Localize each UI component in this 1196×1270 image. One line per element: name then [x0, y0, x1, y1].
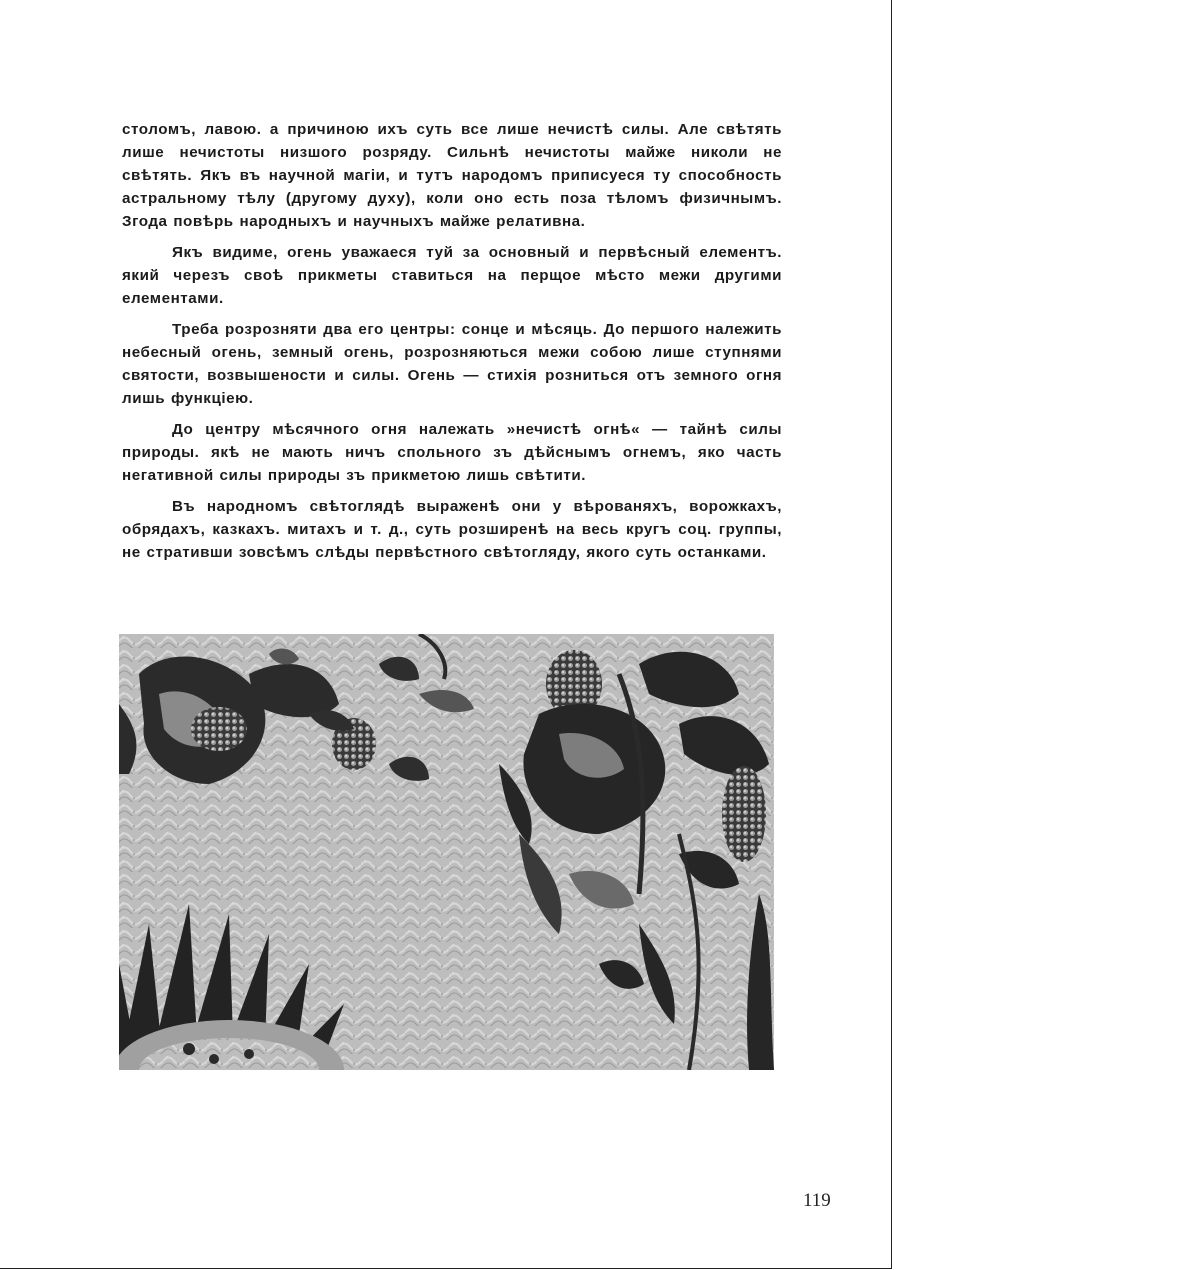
paragraph-5: Въ народномъ свѣтоглядѣ выраженѣ они у вѣрованяхъ, ворожкахъ, обрядахъ, казкахъ. митахъ и т. д., суть розширенѣ на весь кругъ соц. группы, не стративши зовсѣмъ слѣды первѣстного свѣтогляду, якого суть останками.	[122, 498, 782, 561]
paragraph-1: столомъ, лавою. а причиною ихъ суть все лише нечистѣ силы. Але свѣтять лише нечистоты низшого розряду. Сильнѣ нечистоты майже николи не свѣтять. Якъ въ научной магіи, и тутъ народомъ приписуеся ту способность астральному тѣлу (другому духу), коли оно есть поза тѣломъ физичнымъ. Згода повѣрь народныхъ и научныхъ майже релативна.	[122, 121, 782, 230]
body-text	[122, 118, 782, 572]
paragraph-3: Треба розрозняти два его центры: сонце и мѣсяць. До першого належить небесный огень, земный огень, розрозняються межи собою лише ступнями святости, возвышености и силы. Огень — стихія розниться отъ земного огня лишь функціею.	[122, 321, 782, 407]
embroidery-illustration	[119, 634, 774, 1070]
paragraph-2: Якъ видиме, огень уважаеся туй за основный и первѣсный елементъ. який черезъ своѣ прикметы ставиться на перщое мѣсто межи другими елементами.	[122, 244, 782, 307]
page-number: 119	[803, 1190, 831, 1211]
paragraph-4: До центру мѣсячного огня належать »нечистѣ огнѣ« — тайнѣ силы природы. якѣ не мають ничъ спольного зъ дѣйснымъ огнемъ, яко часть негативной силы природы зъ прикметою лишь свѣтити.	[122, 421, 782, 484]
